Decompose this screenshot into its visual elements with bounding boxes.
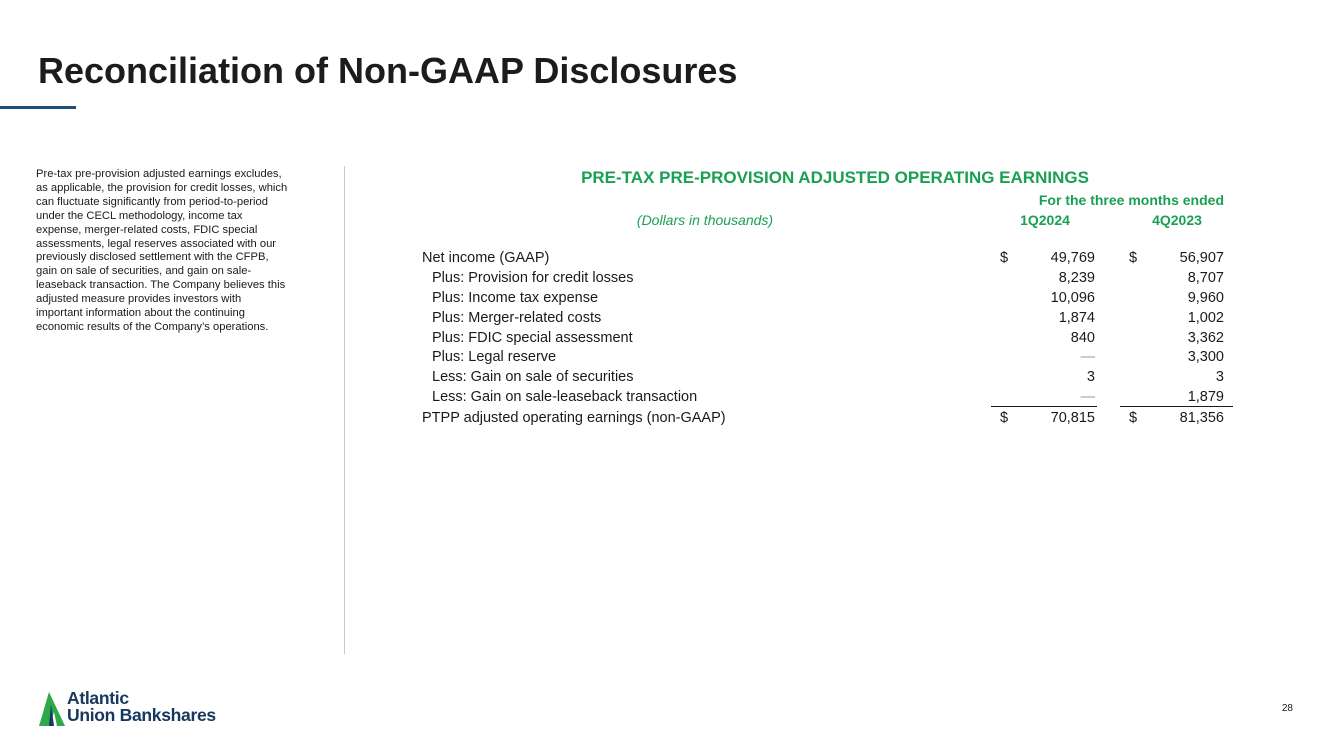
triangle-a-logo-icon: [37, 690, 67, 728]
column-header-1q2024: 1Q2024: [1020, 212, 1070, 228]
period-header: For the three months ended: [1038, 192, 1224, 208]
row-label: Net income (GAAP): [422, 250, 550, 266]
row-label: Plus: Provision for credit losses: [432, 270, 634, 286]
row-label: PTPP adjusted operating earnings (non-GAAP): [422, 410, 726, 426]
row-label: Plus: Merger-related costs: [432, 310, 602, 326]
page-title: Reconciliation of Non-GAAP Disclosures: [38, 50, 738, 91]
currency-symbol: $: [1000, 250, 1009, 266]
table-row: [420, 288, 1230, 308]
value-4q2023: 8,707: [1187, 270, 1224, 286]
logo-line-1: Atlantic: [67, 688, 129, 708]
row-label: Less: Gain on sale-leaseback transaction: [432, 389, 698, 405]
total-underline: [991, 406, 1097, 407]
value-1q2024: 70,815: [1050, 410, 1095, 426]
value-1q2024: 10,096: [1050, 290, 1095, 306]
currency-symbol: $: [1000, 410, 1009, 426]
table-row: [420, 347, 1230, 367]
value-1q2024: —: [1080, 389, 1095, 405]
total-underline: [1120, 406, 1233, 407]
value-4q2023: 1,002: [1187, 310, 1224, 326]
company-logo: [37, 690, 267, 732]
column-header-4q2023: 4Q2023: [1152, 212, 1202, 228]
row-label: Plus: Legal reserve: [432, 349, 557, 365]
currency-symbol: $: [1129, 250, 1138, 266]
table-row: [420, 367, 1230, 387]
sidebar-note: Pre-tax pre-provision adjusted earnings excludes, as applicable, the provision for credit losses, which can fluctuate significantly from period-to-period under the CECL methodology, income tax expense, merger-related costs, FDIC special assessments, legal reserves associated with our previously disclosed settlement with the CFPB, gain on sale of securities, and gain on sale-leaseback transaction. The Company believes this adjusted measure provides investors with important information about the continuing economic results of the Company’s operations.: [36, 168, 288, 333]
value-1q2024: —: [1080, 349, 1095, 365]
vertical-divider: [344, 166, 345, 654]
table-row: [420, 268, 1230, 288]
page-number: 28: [1281, 703, 1293, 714]
row-label: Plus: Income tax expense: [432, 290, 599, 306]
table-title: PRE-TAX PRE-PROVISION ADJUSTED OPERATING EARNINGS: [581, 168, 1089, 187]
logo-wordmark: [67, 690, 216, 724]
value-1q2024: 3: [1086, 369, 1095, 385]
value-1q2024: 8,239: [1058, 270, 1095, 286]
row-label: Plus: FDIC special assessment: [432, 330, 633, 346]
value-4q2023: 1,879: [1187, 389, 1224, 405]
units-label: (Dollars in thousands): [636, 212, 774, 228]
currency-symbol: $: [1129, 410, 1138, 426]
value-1q2024: 840: [1070, 330, 1095, 346]
logo-line-2: Union Bankshares: [67, 705, 216, 725]
value-4q2023: 56,907: [1179, 250, 1224, 266]
value-4q2023: 3,300: [1187, 349, 1224, 365]
table-row: [420, 308, 1230, 328]
value-4q2023: 3,362: [1187, 330, 1224, 346]
value-4q2023: 81,356: [1179, 410, 1224, 426]
title-underline: [0, 106, 76, 109]
row-label: Less: Gain on sale of securities: [432, 369, 634, 385]
value-1q2024: 49,769: [1050, 250, 1095, 266]
table-row-total: [420, 408, 1230, 428]
value-4q2023: 9,960: [1187, 290, 1224, 306]
table-row: [420, 248, 1230, 268]
table-row: [420, 328, 1230, 348]
table-row: [420, 387, 1230, 407]
value-4q2023: 3: [1215, 369, 1224, 385]
value-1q2024: 1,874: [1058, 310, 1095, 326]
